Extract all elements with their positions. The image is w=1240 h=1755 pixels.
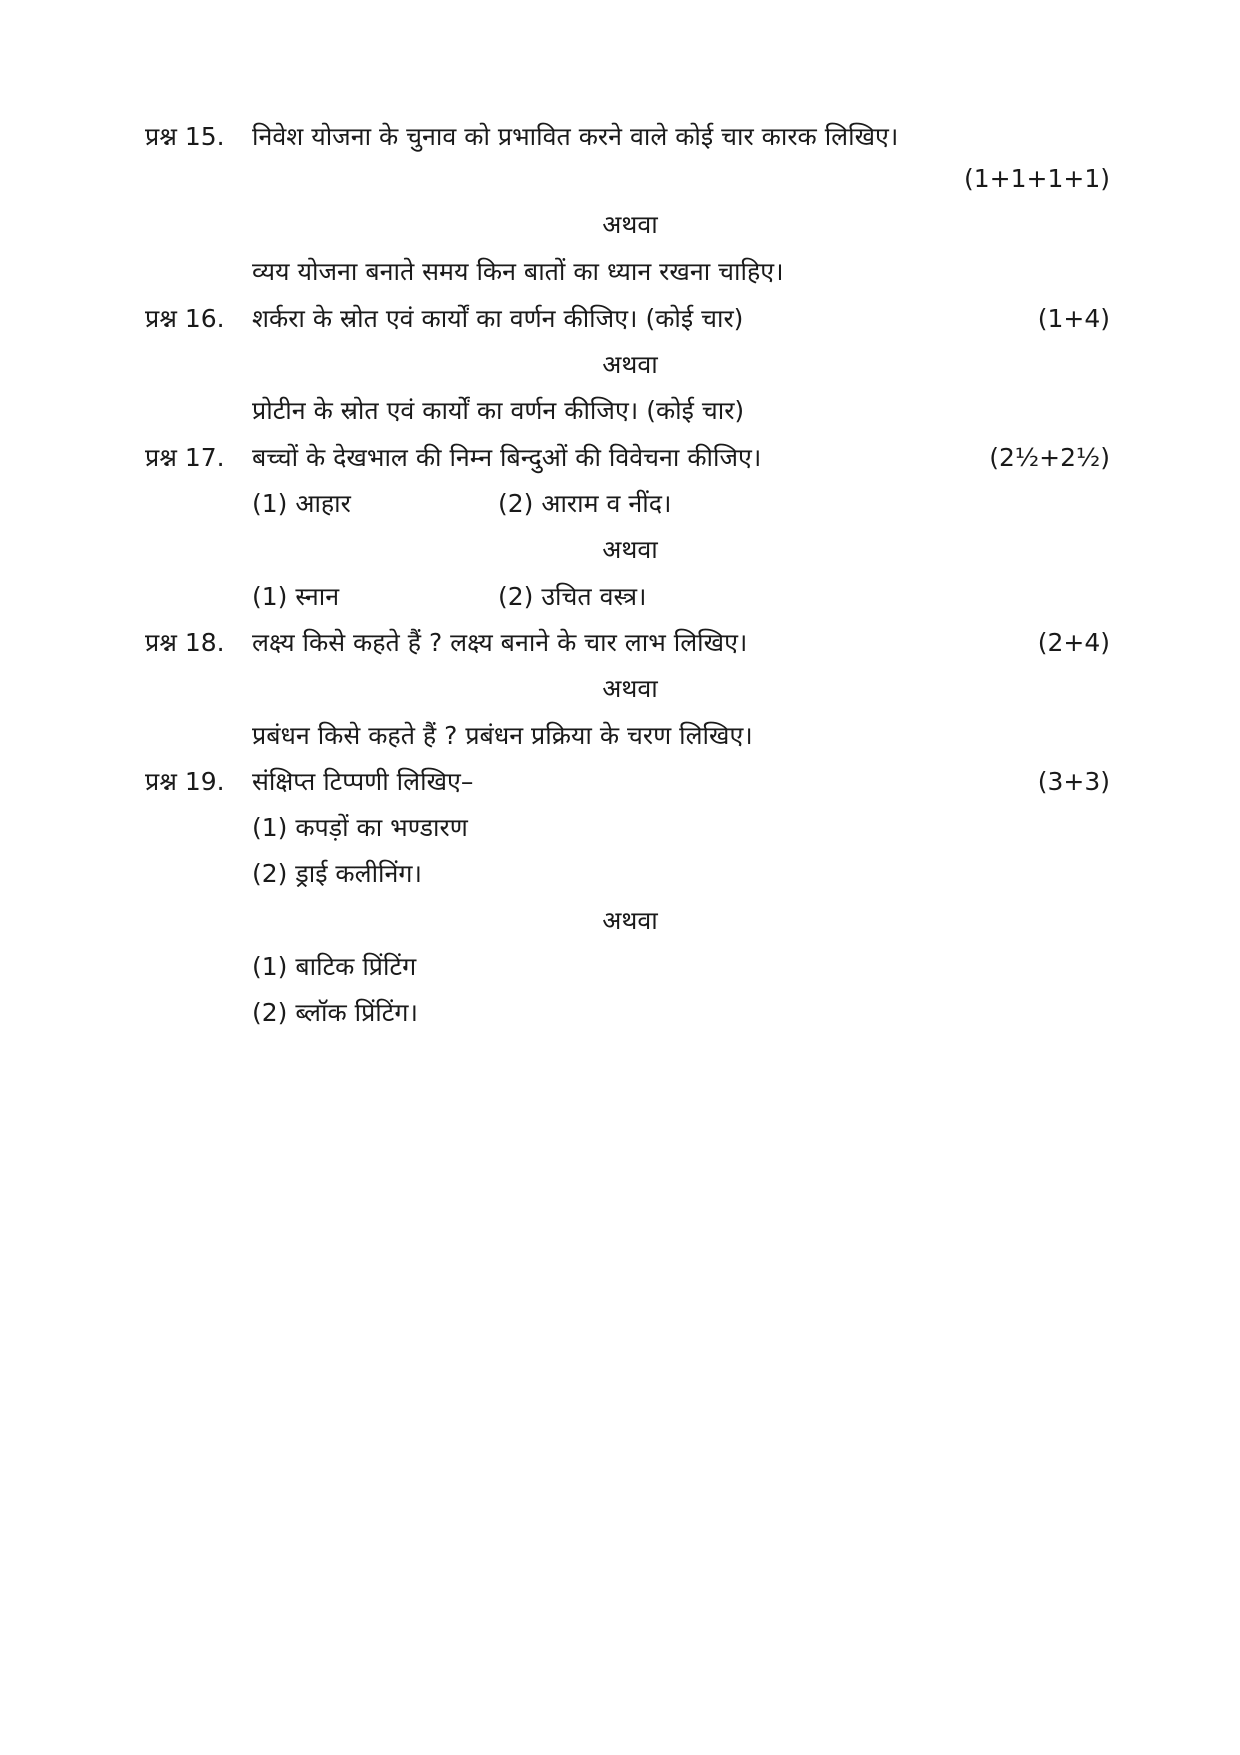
q17-or: अथवा (602, 535, 658, 564)
q15-text: निवेश योजना के चुनाव को प्रभावित करने वाले कोई चार कारक लिखिए। (252, 122, 899, 151)
q19-text: संक्षिप्त टिप्पणी लिखिए– (252, 767, 474, 796)
q16-label: प्रश्न 16. (145, 304, 225, 333)
q19-item-1: (1) कपड़ों का भण्डारण (252, 813, 468, 842)
q15-label: प्रश्न 15. (145, 122, 225, 151)
q17-item-1: (1) आहार (252, 489, 351, 518)
q18-alt-text: प्रबंधन किसे कहते हैं ? प्रबंधन प्रक्रिया के चरण लिखिए। (252, 721, 753, 750)
q16-or: अथवा (602, 350, 658, 379)
q15-marks: (1+1+1+1) (964, 164, 1110, 193)
q19-or: अथवा (602, 906, 658, 935)
q19-alt-item-2: (2) ब्लॉक प्रिंटिंग। (252, 998, 418, 1027)
q19-label: प्रश्न 19. (145, 767, 225, 796)
q16-alt-text: प्रोटीन के स्रोत एवं कार्यों का वर्णन कीजिए। (कोई चार) (252, 396, 745, 425)
q17-alt-item-2: (2) उचित वस्त्र। (498, 582, 647, 611)
q19-item-2: (2) ड्राई कलीनिंग। (252, 859, 422, 888)
q16-marks: (1+4) (1037, 304, 1110, 333)
q17-marks: (2½+2½) (989, 443, 1110, 472)
q15-alt-text: व्यय योजना बनाते समय किन बातों का ध्यान रखना चाहिए। (252, 257, 784, 286)
q18-or: अथवा (602, 674, 658, 703)
q17-item-2: (2) आराम व नींद। (498, 489, 672, 518)
q17-label: प्रश्न 17. (145, 443, 225, 472)
q18-marks: (2+4) (1037, 628, 1110, 657)
q19-alt-item-1: (1) बाटिक प्रिंटिंग (252, 952, 417, 981)
q17-alt-item-1: (1) स्नान (252, 582, 340, 611)
q18-label: प्रश्न 18. (145, 628, 225, 657)
q17-text: बच्चों के देखभाल की निम्न बिन्दुओं की विवेचना कीजिए। (252, 443, 762, 472)
q16-text: शर्करा के स्रोत एवं कार्यों का वर्णन कीजिए। (कोई चार) (252, 304, 744, 333)
q18-text: लक्ष्य किसे कहते हैं ? लक्ष्य बनाने के चार लाभ लिखिए। (252, 628, 748, 657)
q19-marks: (3+3) (1037, 767, 1110, 796)
q15-or: अथवा (602, 210, 658, 239)
